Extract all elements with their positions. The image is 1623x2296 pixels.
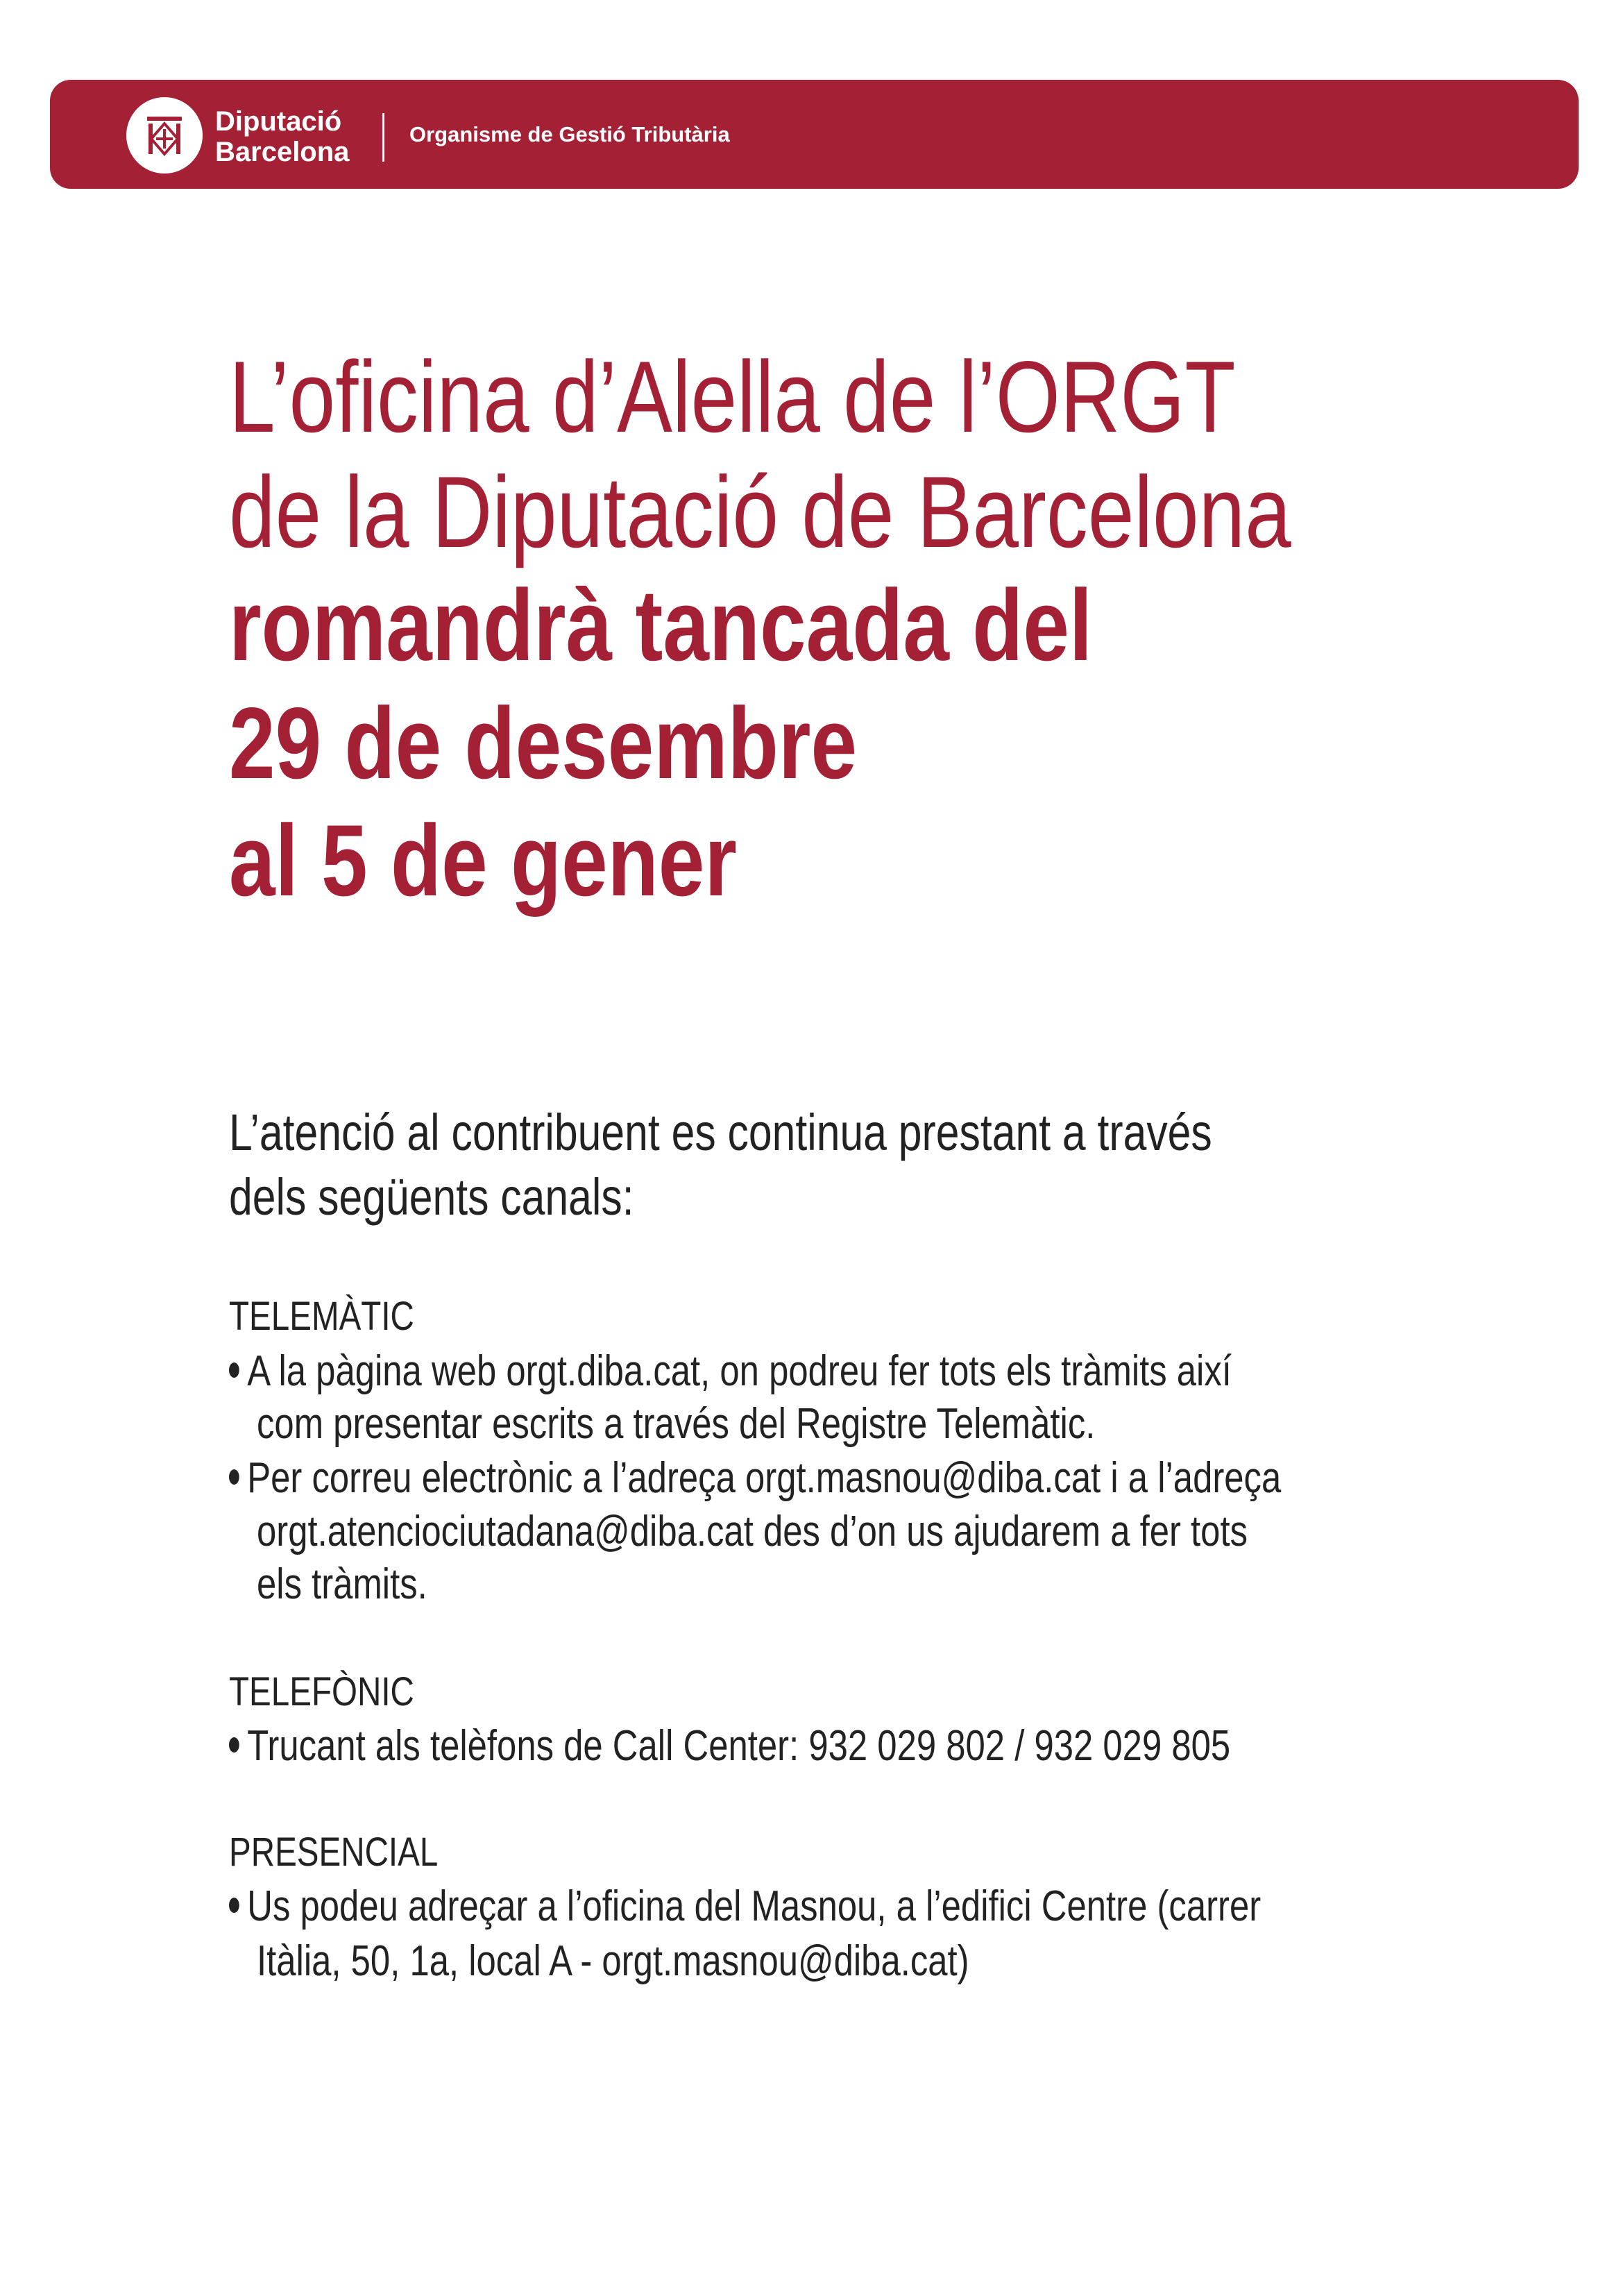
title-line-bold: al 5 de gener: [229, 804, 737, 917]
title-line: de la Diputació de Barcelona: [229, 455, 1291, 568]
list-item: Us podeu adreçar a l’oficina del Masnou, a l’edifici Centre (carrer: [229, 1880, 1261, 1933]
title-line-bold: romandrà tancada del: [229, 568, 1093, 682]
list-item-continuation: els tràmits.: [257, 1560, 427, 1608]
intro-line: dels següents canals:: [229, 1168, 634, 1226]
intro-line: L’atenció al contribuent es continua prestant a través: [229, 1104, 1212, 1161]
organism-name: Organisme de Gestió Tributària: [409, 122, 730, 146]
brand-line1: Diputació: [215, 106, 342, 137]
header-separator: [382, 113, 384, 162]
bullet-icon: [229, 1737, 239, 1753]
list-item-continuation: com presentar escrits a través del Registre Telemàtic.: [257, 1400, 1096, 1448]
section-heading-presencial: PRESENCIAL: [229, 1830, 439, 1875]
list-item: Per correu electrònic a l’adreça orgt.masnou@diba.cat i a l’adreça: [229, 1452, 1281, 1505]
brand-line2: Barcelona: [215, 137, 350, 167]
section-heading-telefonic: TELEFÒNIC: [229, 1669, 414, 1714]
list-item: Trucant als telèfons de Call Center: 932 029 802 / 932 029 805: [229, 1720, 1230, 1773]
section-heading-telematic: TELEMÀTIC: [229, 1294, 414, 1339]
list-item-continuation: orgt.atenciociutadana@diba.cat des d’on us ajudarem a fer tots: [257, 1508, 1248, 1555]
bullet-icon: [229, 1362, 239, 1378]
title-line-bold: 29 de desembre: [229, 686, 858, 800]
list-item-continuation: Itàlia, 50, 1a, local A - orgt.masnou@diba.cat): [257, 1937, 969, 1985]
list-item: A la pàgina web orgt.diba.cat, on podreu fer tots els tràmits així: [229, 1345, 1232, 1398]
diputacio-logo-icon: [126, 97, 203, 174]
bullet-icon: [229, 1469, 239, 1485]
title-line: L’oficina d’Alella de l’ORGT: [229, 340, 1236, 453]
bullet-icon: [229, 1898, 239, 1913]
